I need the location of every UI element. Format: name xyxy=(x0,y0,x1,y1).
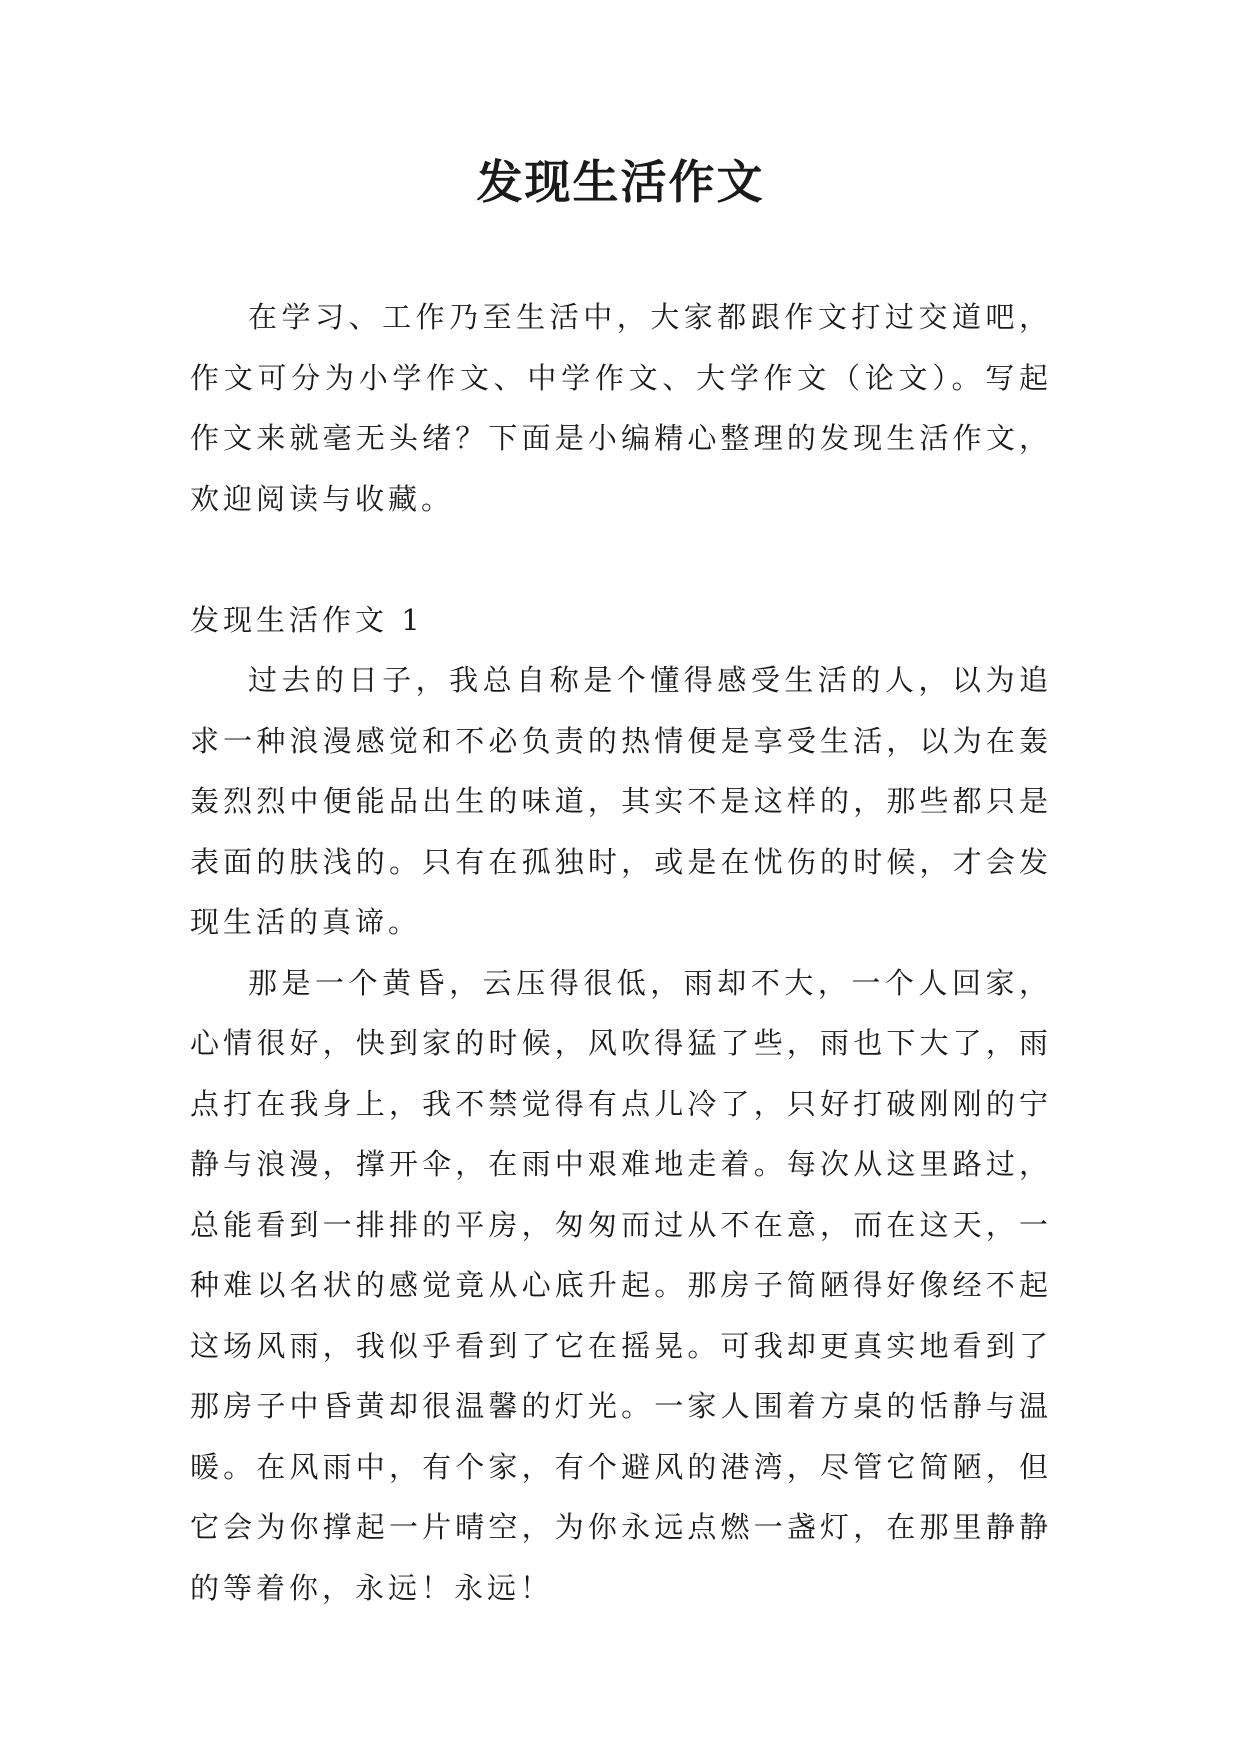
intro-paragraph: 在学习、工作乃至生活中，大家都跟作文打过交道吧，作文可分为小学作文、中学作文、大学作文（论文）。写起作文来就毫无头绪？下面是小编精心整理的发现生活作文，欢迎阅读与收藏。 xyxy=(190,300,1052,516)
body-paragraph: 那是一个黄昏，云压得很低，雨却不大，一个人回家，心情很好，快到家的时候，风吹得猛了些，雨也下大了，雨点打在我身上，我不禁觉得有点儿冷了，只好打破刚刚的宁静与浪漫，撑开伞，在雨中艰难地走着。每次从这里路过，总能看到一排排的平房，匆匆而过从不在意，而在这天，一种难以名状的感觉竟从心底升起。那房子简陋得好像经不起这场风雨，我似乎看到了它在摇晃。可我却更真实地看到了那房子中昏黄却很温馨的灯光。一家人围着方桌的恬静与温暖。在风雨中，有个家，有个避风的港湾，尽管它简陋，但它会为你撑起一片晴空，为你永远点燃一盏灯，在那里静静的等着你，永远！永远！ xyxy=(190,965,1052,1605)
paragraph-spacer xyxy=(190,529,1052,590)
document-title: 发现生活作文 xyxy=(476,155,765,209)
section-heading: 发现生活作文 1 xyxy=(190,602,424,637)
document-body xyxy=(190,287,1052,1618)
body-paragraph: 过去的日子，我总自称是个懂得感受生活的人，以为追求一种浪漫感觉和不必负责的热情便是享受生活，以为在轰轰烈烈中便能品出生的味道，其实不是这样的，那些都只是表面的肤浅的。只有在孤独时，或是在忧伤的时候，才会发现生活的真谛。 xyxy=(190,663,1052,939)
